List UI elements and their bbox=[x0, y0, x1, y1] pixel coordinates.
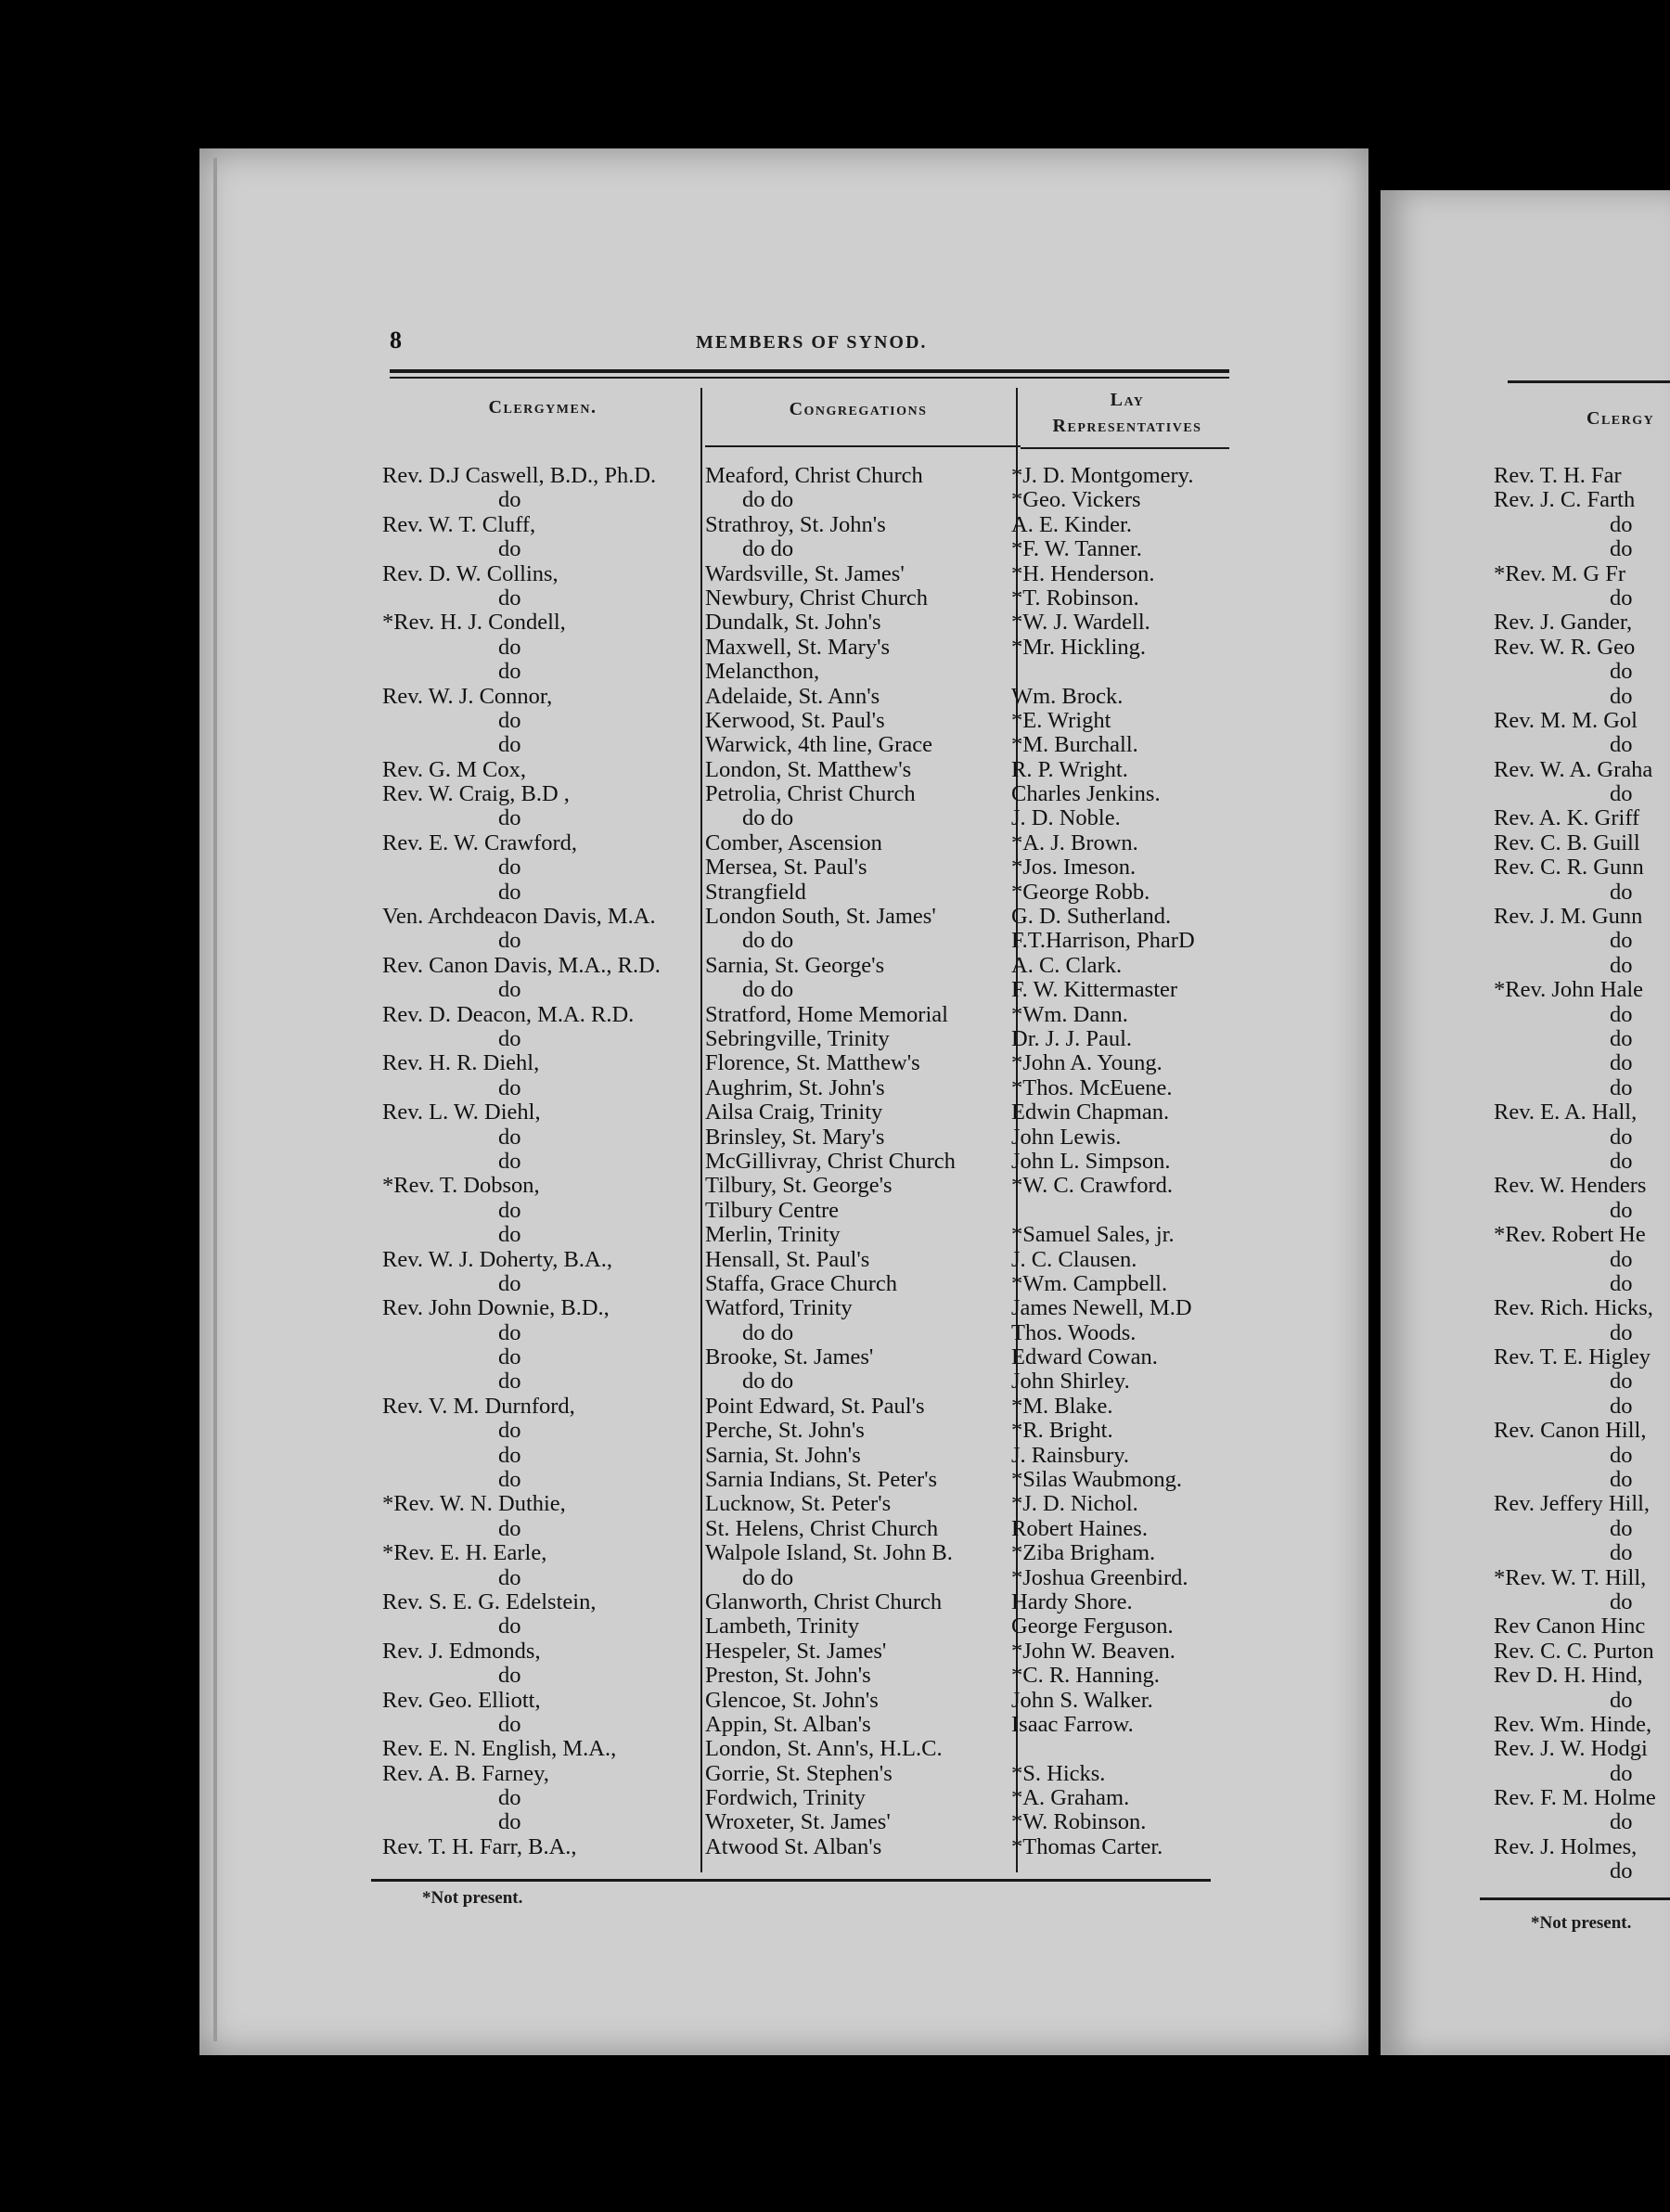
running-head: MEMBERS OF SYNOD. bbox=[696, 332, 928, 353]
lay-representative-entry bbox=[1011, 1199, 1234, 1223]
clergy-entry: do bbox=[498, 1564, 521, 1590]
adjacent-clergy-entry: Rev. T. E. Higley bbox=[1494, 1344, 1651, 1370]
lay-representative-entry: *R. Bright. bbox=[1011, 1418, 1113, 1444]
top-rule-thick bbox=[390, 369, 1229, 373]
clergy-entry: Rev. W. T. Cluff, bbox=[382, 511, 536, 537]
lay-representative-entry: *A. J. Brown. bbox=[1011, 830, 1138, 855]
congregation-entry: do do bbox=[742, 1319, 794, 1345]
lay-representative-entry: *John W. Beaven. bbox=[1011, 1638, 1175, 1664]
clergy-entry: do bbox=[498, 1197, 521, 1223]
congregation-entry: Mersea, St. Paul's bbox=[705, 855, 867, 881]
clergy-entry: do bbox=[498, 487, 521, 513]
bottom-rule bbox=[371, 1879, 1211, 1882]
lay-representative-entry: *W. J. Wardell. bbox=[1011, 610, 1150, 636]
clergy-entry: Rev. D. W. Collins, bbox=[382, 560, 559, 586]
clergy-entry: do bbox=[498, 1344, 521, 1370]
congregation-entry: London, St. Matthew's bbox=[705, 756, 912, 782]
congregation-entry: Lambeth, Trinity bbox=[705, 1614, 860, 1640]
clergy-entry: do bbox=[498, 1515, 521, 1541]
lay-representatives-column bbox=[1011, 464, 1234, 1859]
lay-representative-entry: Wm. Brock. bbox=[1011, 683, 1124, 709]
adjacent-clergy-entry: do bbox=[1610, 781, 1633, 807]
adjacent-clergy-entry: do bbox=[1610, 1197, 1633, 1223]
clergy-entry: Rev. T. H. Farr, B.A., bbox=[382, 1833, 577, 1859]
congregation-entry: do do bbox=[742, 1369, 794, 1395]
lay-representative-entry: *C. R. Hanning. bbox=[1011, 1663, 1160, 1689]
lay-representative-entry: G. D. Sutherland. bbox=[1011, 904, 1172, 930]
adjacent-clergy-header: Clergy bbox=[1586, 408, 1655, 429]
header-rule-congregations bbox=[705, 445, 1021, 447]
congregation-entry: do do bbox=[742, 928, 794, 954]
lay-representative-entry: *T. Robinson. bbox=[1011, 585, 1139, 611]
lay-representative-entry: *M. Blake. bbox=[1011, 1393, 1113, 1419]
adjacent-clergy-entry: do bbox=[1610, 1540, 1633, 1566]
adjacent-clergy-entry: Rev. Jeffery Hill, bbox=[1494, 1491, 1651, 1517]
lay-representative-entry: Charles Jenkins. bbox=[1011, 781, 1161, 807]
congregations-column bbox=[705, 464, 1016, 1859]
congregation-entry: Kerwood, St. Paul's bbox=[705, 707, 885, 733]
adjacent-clergy-entry: Rev. C. R. Gunn bbox=[1494, 855, 1644, 881]
congregation-entry: Comber, Ascension bbox=[705, 830, 882, 855]
lay-representative-entry: *Thos. McEuene. bbox=[1011, 1074, 1173, 1100]
clergy-entry: do bbox=[498, 1614, 521, 1640]
clergy-entry: Rev. D. Deacon, M.A. R.D. bbox=[382, 1001, 635, 1027]
clergy-entry: do bbox=[498, 1809, 521, 1835]
lay-representative-entry: *W. Robinson. bbox=[1011, 1809, 1147, 1835]
adjacent-clergy-entry: Rev. M. M. Gol bbox=[1494, 707, 1638, 733]
clergy-entry: Rev. G. M Cox, bbox=[382, 756, 526, 782]
adjacent-clergy-entry: Rev. C. B. Guill bbox=[1494, 830, 1640, 855]
adjacent-clergy-entry: do bbox=[1610, 952, 1633, 978]
lay-representative-entry: *H. Henderson. bbox=[1011, 560, 1155, 586]
clergy-entry: Rev. A. B. Farney, bbox=[382, 1760, 549, 1786]
clergy-entry: do bbox=[498, 659, 521, 685]
adjacent-clergy-entry: do bbox=[1610, 1809, 1633, 1835]
adjacent-clergy-entry: Rev. Canon Hill, bbox=[1494, 1418, 1647, 1444]
adjacent-clergy-entry: do bbox=[1610, 1687, 1633, 1713]
lay-representative-entry: J. C. Clausen. bbox=[1011, 1246, 1137, 1272]
adjacent-clergy-entry: Rev. Rich. Hicks, bbox=[1494, 1295, 1653, 1321]
page-edge bbox=[213, 158, 217, 2041]
lay-representative-entry: *Joshua Greenbird. bbox=[1011, 1564, 1188, 1590]
clergy-entry: Rev. E. W. Crawford, bbox=[382, 830, 578, 855]
lay-representative-entry: Hardy Shore. bbox=[1011, 1588, 1133, 1614]
congregation-entry: London, St. Ann's, H.L.C. bbox=[705, 1736, 943, 1762]
lay-representative-entry: *F. W. Tanner. bbox=[1011, 536, 1142, 562]
adjacent-footnote: *Not present. bbox=[1531, 1913, 1632, 1933]
lay-representative-entry: John L. Simpson. bbox=[1011, 1148, 1171, 1174]
congregation-entry: Tilbury Centre bbox=[705, 1197, 840, 1223]
clergy-entry: *Rev. E. H. Earle, bbox=[382, 1540, 547, 1566]
clergy-entry: Rev. E. N. English, M.A., bbox=[382, 1736, 617, 1762]
clergy-entry: do bbox=[498, 1711, 521, 1737]
adjacent-clergy-entry: Rev. W. A. Graha bbox=[1494, 756, 1653, 782]
congregation-entry: do do bbox=[742, 977, 794, 1003]
congregation-entry: Sarnia Indians, St. Peter's bbox=[705, 1467, 938, 1493]
clergy-entry: Rev. John Downie, B.D., bbox=[382, 1295, 610, 1321]
lay-representative-entry bbox=[1011, 1737, 1234, 1761]
adjacent-clergy-entry: do bbox=[1610, 1319, 1633, 1345]
adjacent-clergy-entry: do bbox=[1610, 1515, 1633, 1541]
lay-representative-entry: Thos. Woods. bbox=[1011, 1319, 1137, 1345]
adjacent-clergy-entry: Rev. W. R. Geo bbox=[1494, 634, 1636, 660]
lay-representative-entry: J. Rainsbury. bbox=[1011, 1442, 1130, 1468]
congregation-entry: Preston, St. John's bbox=[705, 1663, 871, 1689]
congregation-entry: Brinsley, St. Mary's bbox=[705, 1124, 885, 1150]
lay-representative-entry: *Jos. Imeson. bbox=[1011, 855, 1137, 881]
adjacent-clergy-entry: do bbox=[1610, 1442, 1633, 1468]
lay-representative-entry: *Mr. Hickling. bbox=[1011, 634, 1146, 660]
lay-representative-entry: *A. Graham. bbox=[1011, 1785, 1130, 1811]
adjacent-clergy-entry: do bbox=[1610, 511, 1633, 537]
lay-representative-entry: *John A. Young. bbox=[1011, 1050, 1163, 1076]
clergy-entry: Rev. J. Edmonds, bbox=[382, 1638, 541, 1664]
adjacent-clergy-column bbox=[1494, 464, 1670, 1884]
congregation-entry: Strangfield bbox=[705, 879, 806, 905]
lay-representative-entry: *E. Wright bbox=[1011, 707, 1111, 733]
clergy-entry: do bbox=[498, 1148, 521, 1174]
adjacent-clergy-entry: do bbox=[1610, 1050, 1633, 1076]
lay-representative-entry: *W. C. Crawford. bbox=[1011, 1173, 1173, 1199]
congregation-entry: Appin, St. Alban's bbox=[705, 1711, 871, 1737]
clergy-entry: *Rev. W. N. Duthie, bbox=[382, 1491, 566, 1517]
congregation-entry: Merlin, Trinity bbox=[705, 1222, 841, 1248]
clergy-entry: Rev. Canon Davis, M.A., R.D. bbox=[382, 952, 661, 978]
adjacent-clergy-entry: do bbox=[1610, 928, 1633, 954]
clergy-entry: do bbox=[498, 1025, 521, 1051]
congregation-entry: Florence, St. Matthew's bbox=[705, 1050, 920, 1076]
clergy-entry: do bbox=[498, 928, 521, 954]
congregation-entry: Lucknow, St. Peter's bbox=[705, 1491, 892, 1517]
lay-column-header-line2: Representatives bbox=[1052, 416, 1202, 436]
lay-representative-entry: James Newell, M.D bbox=[1011, 1295, 1192, 1321]
congregation-entry: Adelaide, St. Ann's bbox=[705, 683, 880, 709]
clergy-entry: do bbox=[498, 1124, 521, 1150]
congregation-entry: do do bbox=[742, 536, 794, 562]
column-divider-1 bbox=[700, 388, 702, 1872]
lay-representative-entry: *Wm. Dann. bbox=[1011, 1001, 1128, 1027]
lay-representative-entry: A. E. Kinder. bbox=[1011, 511, 1132, 537]
congregation-entry: St. Helens, Christ Church bbox=[705, 1515, 939, 1541]
adjacent-clergy-entry: Rev. J. W. Hodgi bbox=[1494, 1736, 1648, 1762]
lay-representative-entry: *Ziba Brigham. bbox=[1011, 1540, 1156, 1566]
clergy-column bbox=[382, 464, 698, 1859]
adjacent-clergy-entry: Rev. E. A. Hall, bbox=[1494, 1100, 1638, 1125]
adjacent-clergy-entry: Rev. F. M. Holme bbox=[1494, 1785, 1656, 1811]
lay-representative-entry bbox=[1011, 660, 1234, 684]
lay-column-header-line1: Lay bbox=[1110, 390, 1145, 410]
adjacent-clergy-entry: do bbox=[1610, 1025, 1633, 1051]
congregation-entry: do do bbox=[742, 487, 794, 513]
congregation-entry: Strathroy, St. John's bbox=[705, 511, 886, 537]
clergy-entry: *Rev. H. J. Condell, bbox=[382, 610, 566, 636]
congregation-entry: Meaford, Christ Church bbox=[705, 463, 923, 488]
lay-representative-entry: *J. D. Nichol. bbox=[1011, 1491, 1138, 1517]
clergy-entry: do bbox=[498, 707, 521, 733]
clergy-entry: Rev. L. W. Diehl, bbox=[382, 1100, 541, 1125]
lay-representative-entry: *Geo. Vickers bbox=[1011, 487, 1141, 513]
clergy-entry: do bbox=[498, 879, 521, 905]
clergy-entry: Rev. D.J Caswell, B.D., Ph.D. bbox=[382, 463, 657, 488]
congregation-entry: Walpole Island, St. John B. bbox=[705, 1540, 953, 1566]
congregation-entry: Staffa, Grace Church bbox=[705, 1270, 898, 1296]
clergy-entry: Rev. W. J. Connor, bbox=[382, 683, 553, 709]
congregation-entry: Atwood St. Alban's bbox=[705, 1833, 882, 1859]
adjacent-clergy-entry: do bbox=[1610, 732, 1633, 758]
clergy-entry: do bbox=[498, 805, 521, 831]
congregation-entry: London South, St. James' bbox=[705, 904, 936, 930]
adjacent-clergy-entry: Rev. J. Holmes, bbox=[1494, 1833, 1638, 1859]
clergy-entry: do bbox=[498, 1663, 521, 1689]
adjacent-clergy-entry: do bbox=[1610, 1393, 1633, 1419]
adjacent-clergy-entry: Rev. J. C. Farth bbox=[1494, 487, 1636, 513]
adjacent-clergy-entry: do bbox=[1610, 1124, 1633, 1150]
congregation-entry: Fordwich, Trinity bbox=[705, 1785, 866, 1811]
lay-representative-entry: Robert Haines. bbox=[1011, 1515, 1148, 1541]
clergy-entry: Rev. S. E. G. Edelstein, bbox=[382, 1588, 597, 1614]
adjacent-clergy-entry: do bbox=[1610, 1369, 1633, 1395]
congregation-entry: Sebringville, Trinity bbox=[705, 1025, 890, 1051]
congregation-entry: Petrolia, Christ Church bbox=[705, 781, 916, 807]
lay-representative-entry: A. C. Clark. bbox=[1011, 952, 1123, 978]
lay-representative-entry: *Wm. Campbell. bbox=[1011, 1270, 1168, 1296]
congregation-entry: Brooke, St. James' bbox=[705, 1344, 874, 1370]
clergy-column-header: Clergymen. bbox=[488, 397, 597, 418]
page-number: 8 bbox=[390, 327, 402, 354]
lay-representative-entry: R. P. Wright. bbox=[1011, 756, 1128, 782]
clergy-entry: do bbox=[498, 1418, 521, 1444]
lay-representative-entry: *George Robb. bbox=[1011, 879, 1150, 905]
lay-representative-entry: J. D. Noble. bbox=[1011, 805, 1121, 831]
adjacent-top-rule bbox=[1508, 380, 1670, 383]
clergy-entry: do bbox=[498, 855, 521, 881]
top-rule-thin bbox=[390, 377, 1229, 379]
adjacent-clergy-entry: do bbox=[1610, 1588, 1633, 1614]
clergy-entry: do bbox=[498, 977, 521, 1003]
congregation-entry: Point Edward, St. Paul's bbox=[705, 1393, 925, 1419]
clergy-entry: Rev. H. R. Diehl, bbox=[382, 1050, 540, 1076]
adjacent-clergy-entry: do bbox=[1610, 1270, 1633, 1296]
adjacent-clergy-entry: do bbox=[1610, 1467, 1633, 1493]
footnote: *Not present. bbox=[422, 1888, 523, 1908]
congregation-entry: Glanworth, Christ Church bbox=[705, 1588, 943, 1614]
adjacent-clergy-entry: do bbox=[1610, 1074, 1633, 1100]
congregation-entry: Glencoe, St. John's bbox=[705, 1687, 879, 1713]
adjacent-clergy-entry: Rev. A. K. Griff bbox=[1494, 805, 1640, 831]
congregation-entry: McGillivray, Christ Church bbox=[705, 1148, 956, 1174]
clergy-entry: do bbox=[498, 1785, 521, 1811]
adjacent-clergy-entry: Rev. T. H. Far bbox=[1494, 464, 1622, 488]
lay-representative-entry: F.T.Harrison, PharD bbox=[1011, 928, 1195, 954]
congregation-entry: Wroxeter, St. James' bbox=[705, 1809, 891, 1835]
congregation-entry: Watford, Trinity bbox=[705, 1295, 853, 1321]
lay-representative-entry: F. W. Kittermaster bbox=[1011, 977, 1178, 1003]
lay-representative-entry: *M. Burchall. bbox=[1011, 732, 1138, 758]
adjacent-clergy-entry: do bbox=[1610, 536, 1633, 562]
lay-representative-entry: *S. Hicks. bbox=[1011, 1760, 1106, 1786]
clergy-entry: Rev. Geo. Elliott, bbox=[382, 1687, 541, 1713]
adjacent-clergy-entry: Rev D. H. Hind, bbox=[1494, 1663, 1643, 1689]
congregation-entry: Gorrie, St. Stephen's bbox=[705, 1760, 893, 1786]
lay-representative-entry: *Samuel Sales, jr. bbox=[1011, 1222, 1175, 1248]
lay-representative-entry: John Shirley. bbox=[1011, 1369, 1130, 1395]
lay-representative-entry: Edward Cowan. bbox=[1011, 1344, 1158, 1370]
adjacent-clergy-entry: *Rev. W. T. Hill, bbox=[1494, 1564, 1647, 1590]
adjacent-clergy-entry: *Rev. M. G Fr bbox=[1494, 560, 1626, 586]
adjacent-clergy-entry: Rev. C. C. Purton bbox=[1494, 1638, 1654, 1664]
congregation-entry: Tilbury, St. George's bbox=[705, 1173, 893, 1199]
adjacent-clergy-entry: do bbox=[1610, 1760, 1633, 1786]
adjacent-clergy-entry: do bbox=[1610, 1001, 1633, 1027]
clergy-entry: do bbox=[498, 536, 521, 562]
congregation-entry: Sarnia, St. George's bbox=[705, 952, 885, 978]
congregation-entry: Newbury, Christ Church bbox=[705, 585, 928, 611]
clergy-entry: Rev. W. J. Doherty, B.A., bbox=[382, 1246, 612, 1272]
clergy-entry: Ven. Archdeacon Davis, M.A. bbox=[382, 904, 656, 930]
lay-representative-entry: *Thomas Carter. bbox=[1011, 1833, 1163, 1859]
clergy-entry: do bbox=[498, 585, 521, 611]
clergy-entry: Rev. W. Craig, B.D , bbox=[382, 781, 570, 807]
congregation-entry: Ailsa Craig, Trinity bbox=[705, 1100, 883, 1125]
clergy-entry: do bbox=[498, 1319, 521, 1345]
congregation-entry: Warwick, 4th line, Grace bbox=[705, 732, 932, 758]
lay-representative-entry: Dr. J. J. Paul. bbox=[1011, 1025, 1133, 1051]
congregation-entry: Dundalk, St. John's bbox=[705, 610, 881, 636]
adjacent-clergy-entry: Rev. J. M. Gunn bbox=[1494, 904, 1643, 930]
header-rule-lay bbox=[1021, 447, 1229, 449]
congregation-entry: do do bbox=[742, 1564, 794, 1590]
clergy-entry: do bbox=[498, 1369, 521, 1395]
congregation-entry: Hensall, St. Paul's bbox=[705, 1246, 870, 1272]
adjacent-clergy-entry: *Rev. Robert He bbox=[1494, 1222, 1646, 1248]
clergy-entry: do bbox=[498, 1467, 521, 1493]
congregation-entry: Perche, St. John's bbox=[705, 1418, 865, 1444]
clergy-entry: do bbox=[498, 1270, 521, 1296]
congregation-entry: Hespeler, St. James' bbox=[705, 1638, 887, 1664]
congregation-entry: do do bbox=[742, 805, 794, 831]
congregation-entry: Aughrim, St. John's bbox=[705, 1074, 885, 1100]
adjacent-clergy-entry: do bbox=[1610, 1858, 1633, 1884]
adjacent-bottom-rule bbox=[1480, 1897, 1670, 1900]
lay-representative-entry: *J. D. Montgomery. bbox=[1011, 463, 1194, 488]
congregation-entry: Sarnia, St. John's bbox=[705, 1442, 861, 1468]
congregation-entry: Stratford, Home Memorial bbox=[705, 1001, 948, 1027]
congregation-entry: Maxwell, St. Mary's bbox=[705, 634, 891, 660]
clergy-entry: do bbox=[498, 634, 521, 660]
congregations-column-header: Congregations bbox=[789, 399, 928, 419]
adjacent-clergy-entry: *Rev. John Hale bbox=[1494, 977, 1644, 1003]
clergy-entry: do bbox=[498, 732, 521, 758]
clergy-entry: do bbox=[498, 1074, 521, 1100]
clergy-entry: Rev. V. M. Durnford, bbox=[382, 1393, 575, 1419]
adjacent-clergy-entry: do bbox=[1610, 585, 1633, 611]
adjacent-clergy-entry: do bbox=[1610, 1246, 1633, 1272]
adjacent-clergy-entry: do bbox=[1610, 683, 1633, 709]
lay-representative-entry: John Lewis. bbox=[1011, 1124, 1122, 1150]
clergy-entry: *Rev. T. Dobson, bbox=[382, 1173, 540, 1199]
adjacent-clergy-entry: Rev. Wm. Hinde, bbox=[1494, 1711, 1652, 1737]
lay-representative-entry: *Silas Waubmong. bbox=[1011, 1467, 1183, 1493]
lay-representative-entry: Isaac Farrow. bbox=[1011, 1711, 1134, 1737]
clergy-entry: do bbox=[498, 1222, 521, 1248]
congregation-entry: Wardsville, St. James' bbox=[705, 560, 905, 586]
adjacent-clergy-entry: do bbox=[1610, 879, 1633, 905]
lay-representative-entry: Edwin Chapman. bbox=[1011, 1100, 1170, 1125]
adjacent-clergy-entry: do bbox=[1610, 1148, 1633, 1174]
congregation-entry: Melancthon, bbox=[705, 659, 820, 685]
adjacent-clergy-entry: Rev Canon Hinc bbox=[1494, 1614, 1646, 1640]
adjacent-clergy-entry: Rev. J. Gander, bbox=[1494, 610, 1633, 636]
adjacent-clergy-entry: Rev. W. Henders bbox=[1494, 1173, 1647, 1199]
clergy-entry: do bbox=[498, 1442, 521, 1468]
lay-representative-entry: George Ferguson. bbox=[1011, 1614, 1174, 1640]
adjacent-clergy-entry: do bbox=[1610, 659, 1633, 685]
lay-representative-entry: John S. Walker. bbox=[1011, 1687, 1153, 1713]
